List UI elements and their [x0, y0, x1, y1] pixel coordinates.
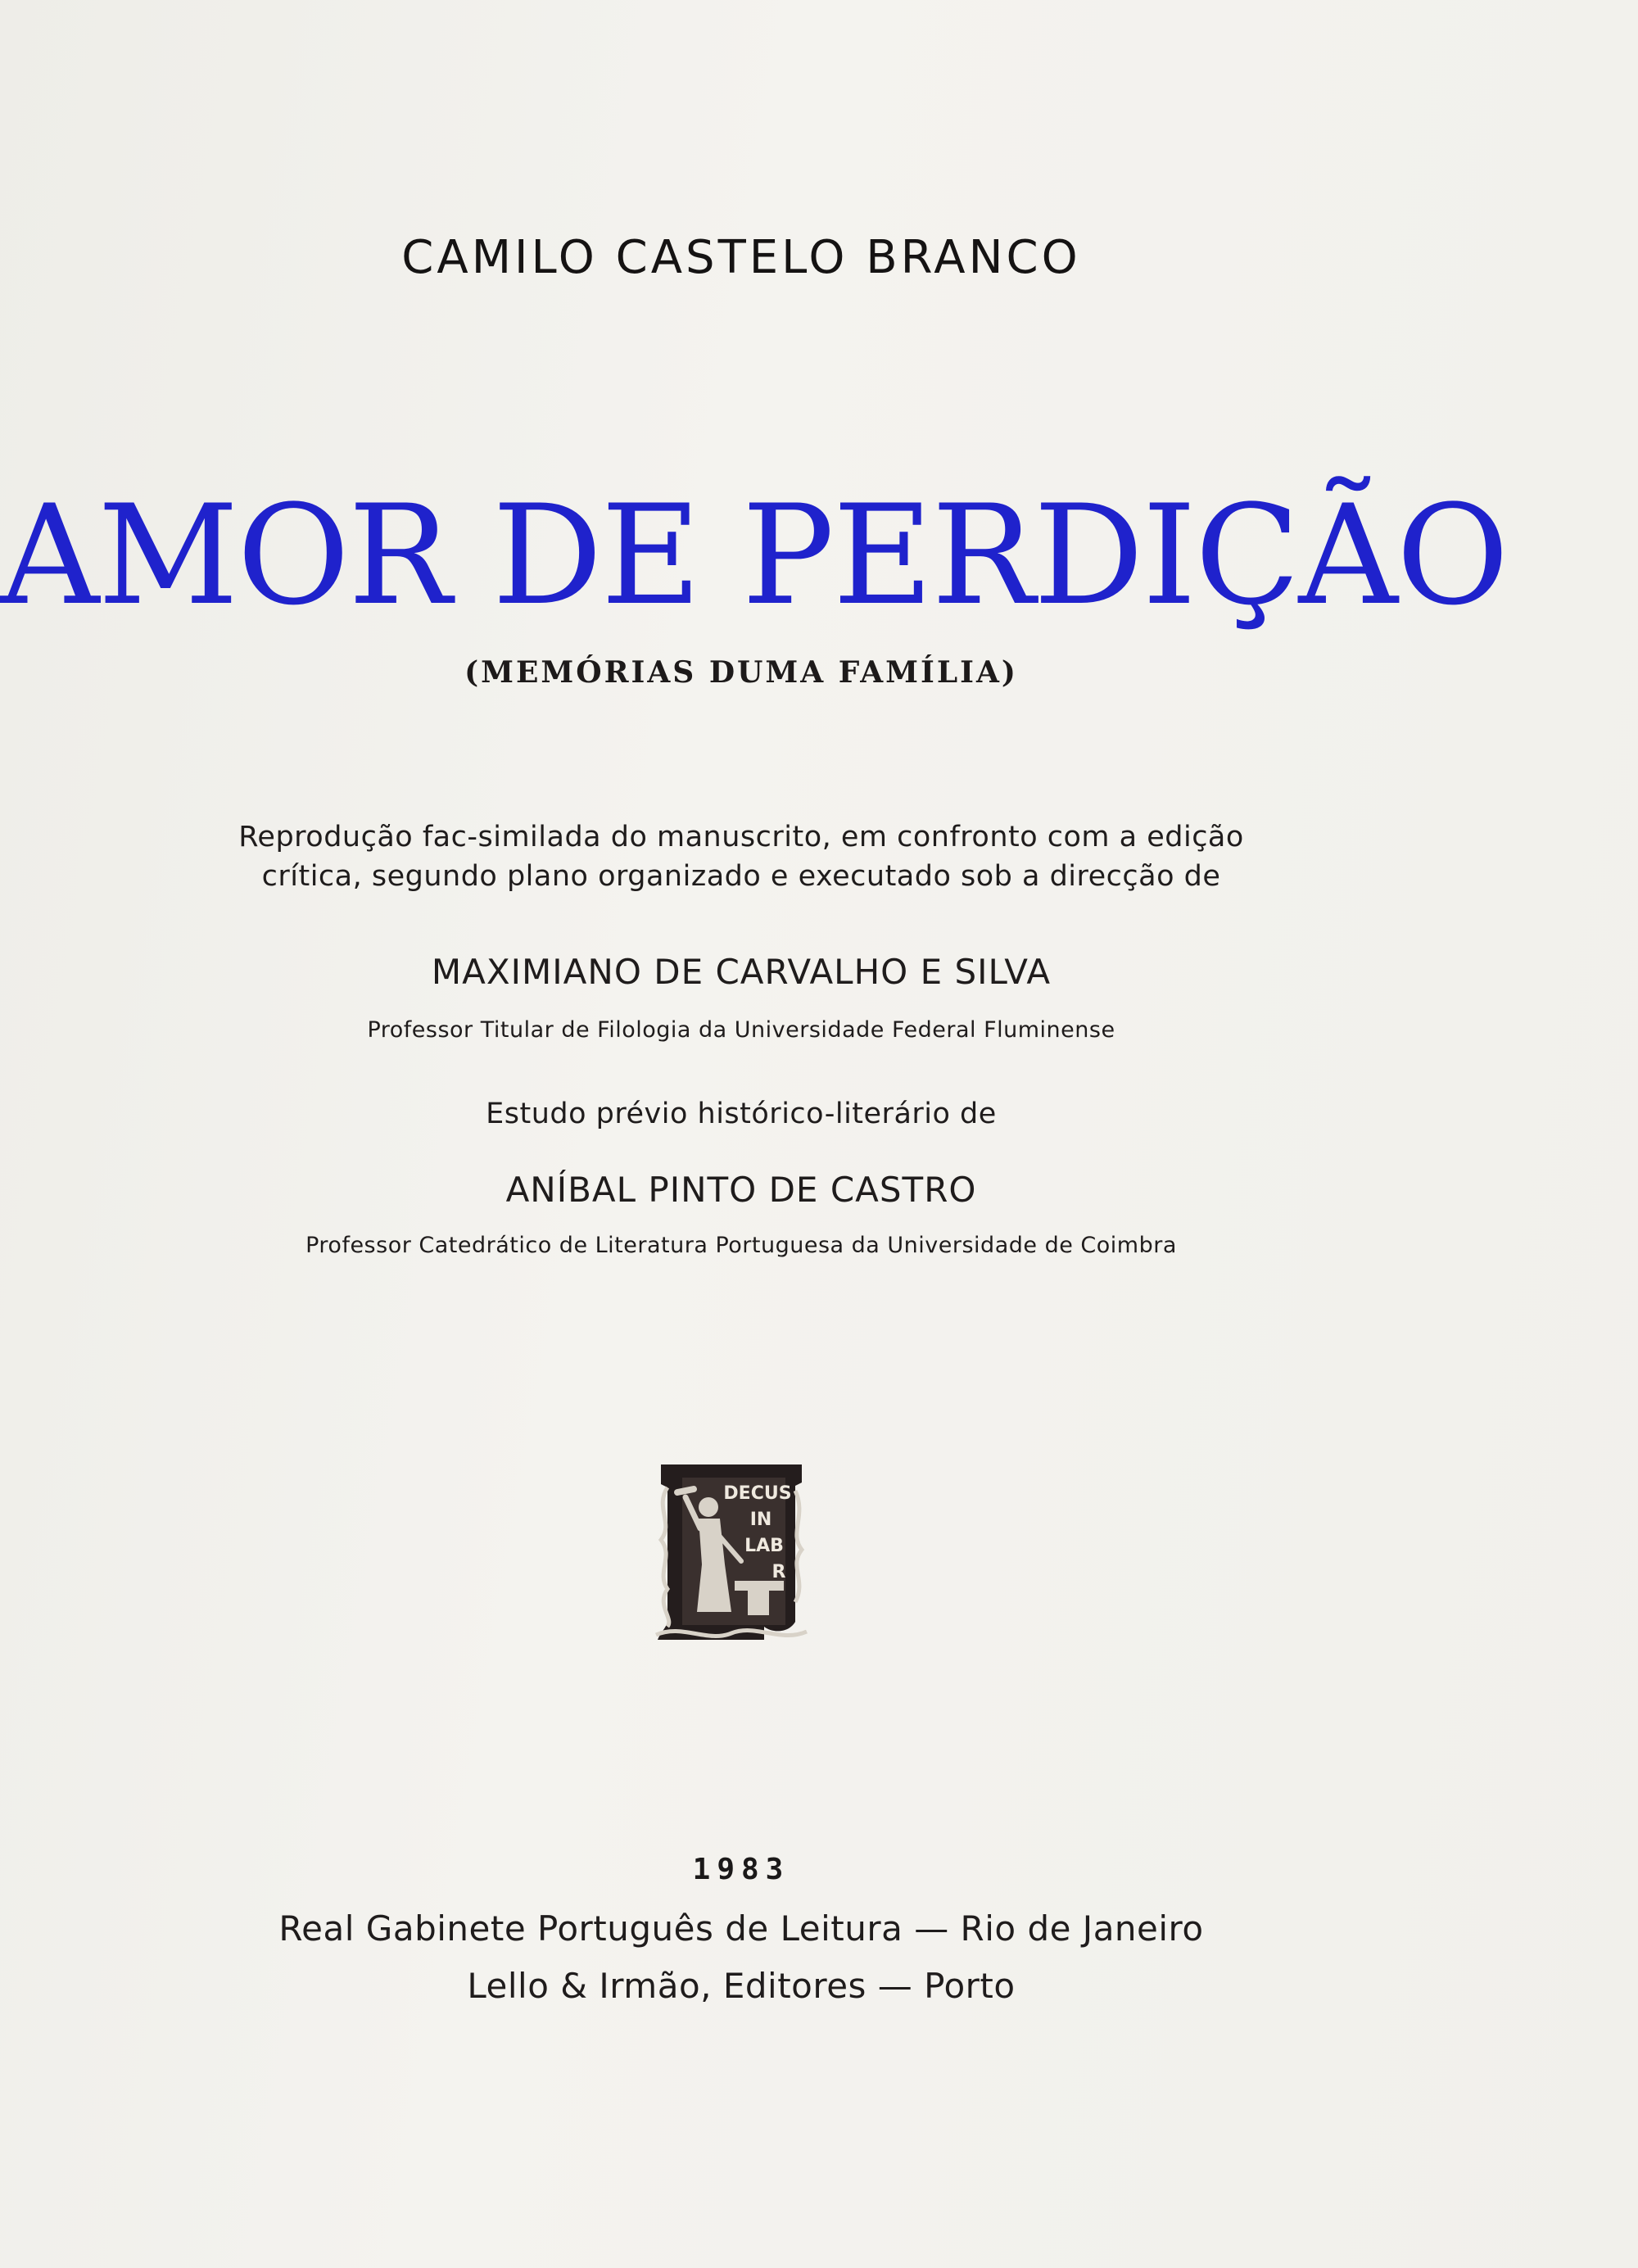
publication-year: 1983 [692, 1853, 790, 1886]
publisher-line-1: Real Gabinete Português de Leitura — Rio de Janeiro [278, 1908, 1204, 1949]
logo-motto-2: IN [749, 1510, 772, 1530]
logo-motto-3: LAB [744, 1536, 784, 1556]
editor-name: MAXIMIANO DE CARVALHO E SILVA [431, 952, 1052, 992]
logo-motto-4: R [771, 1562, 786, 1582]
reproduction-line-1: Reprodução fac-similada do manuscrito, em confronto com a edição [238, 821, 1244, 853]
publisher-line-2: Lello & Irmão, Editores — Porto [467, 1966, 1016, 2006]
author-name: CAMILO CASTELO BRANCO [401, 231, 1081, 284]
editor-role: Professor Titular de Filologia da Universidade Federal Fluminense [367, 1017, 1115, 1043]
reproduction-line-2: crítica, segundo plano organizado e executado sob a direcção de [261, 860, 1221, 893]
publisher-emblem-icon [649, 1458, 813, 1648]
logo-motto-1: DECUS [723, 1483, 792, 1504]
study-author-name: ANÍBAL PINTO DE CASTRO [505, 1170, 977, 1210]
book-subtitle: (MEMÓRIAS DUMA FAMÍLIA) [464, 655, 1018, 690]
reproduction-note [0, 817, 1482, 896]
study-intro: Estudo prévio histórico-literário de [486, 1098, 997, 1130]
book-title: AMOR DE PERDIÇÃO [0, 475, 1508, 636]
study-author-role: Professor Catedrático de Literatura Portuguesa da Universidade de Coimbra [305, 1233, 1177, 1258]
